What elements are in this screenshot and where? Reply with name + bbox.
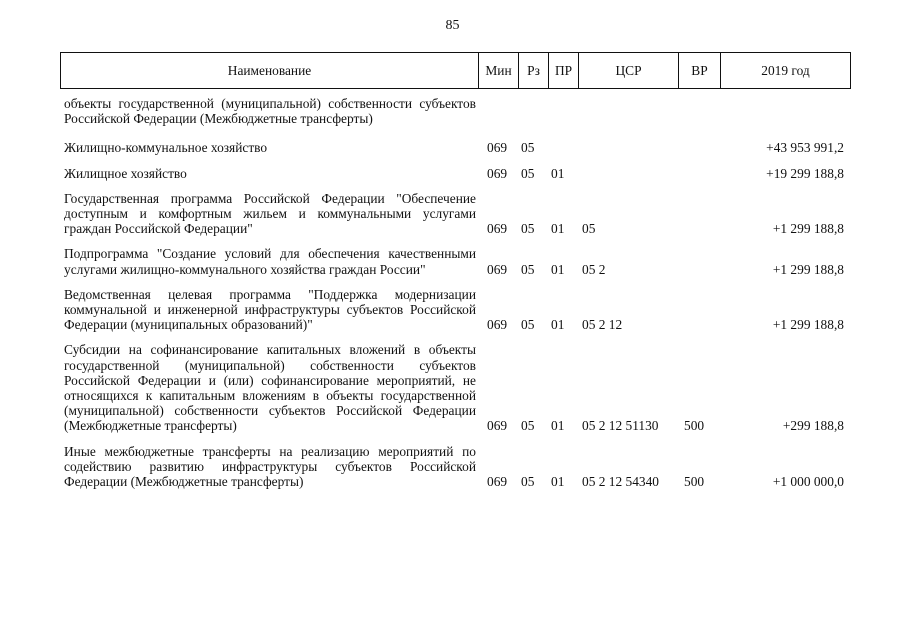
cell-rz: 05 <box>521 165 535 181</box>
cell-csr: 05 <box>582 221 596 237</box>
cell-vr: 500 <box>684 474 705 490</box>
cell-pr: 01 <box>551 317 565 333</box>
cell-vr: 500 <box>684 418 705 434</box>
cell-amount: +19 299 188,8 <box>766 165 844 181</box>
table-row <box>0 246 905 276</box>
cell-pr: 01 <box>551 261 565 277</box>
cell-rz: 05 <box>521 317 535 333</box>
row-name: объекты государственной (муниципальной) собственности субъектов Российской Федерации (Межбюджетные трансферты) <box>64 96 476 127</box>
cell-min: 069 <box>487 317 508 333</box>
row-name: Иные межбюджетные трансферты на реализацию мероприятий по содействию развитию инфраструктуры субъектов Российской Федерации (Межбюджетные трансферты) <box>64 443 476 490</box>
column-header-rz: Рз <box>519 53 549 89</box>
cell-min: 069 <box>487 165 508 181</box>
row-name: Ведомственная целевая программа "Поддержка модернизации коммунальной и инженерной инфраструктуры субъектов Российской Федерации (муниципальных образований)" <box>64 286 476 333</box>
row-name: Жилищное хозяйство <box>64 165 187 181</box>
cell-rz: 05 <box>521 418 535 434</box>
table-row <box>0 96 905 126</box>
row-name: Подпрограмма "Создание условий для обеспечения качественными услугами жилищно-коммунального хозяйства граждан России" <box>64 246 476 277</box>
cell-amount: +1 299 188,8 <box>772 261 844 277</box>
cell-pr: 01 <box>551 221 565 237</box>
cell-min: 069 <box>487 221 508 237</box>
cell-pr: 01 <box>551 418 565 434</box>
row-name: Жилищно-коммунальное хозяйство <box>64 140 268 156</box>
cell-pr: 01 <box>551 474 565 490</box>
column-header-year: 2019 год <box>721 53 851 89</box>
cell-min: 069 <box>487 418 508 434</box>
cell-amount: +43 953 991,2 <box>766 140 844 156</box>
row-name: Субсидии на софинансирование капитальных вложений в объекты государственной (муниципальной) собственности субъектов Российской Федерации и (или) софинансирование мероприятий, не относящихся к капитальным вложениям в объекты государственной (муниципальной) собственности субъектов Российской Федерации (Межбюджетные трансферты) <box>64 342 476 434</box>
cell-min: 069 <box>487 261 508 277</box>
cell-amount: +1 000 000,0 <box>772 474 844 490</box>
table-row <box>0 191 905 237</box>
cell-pr: 01 <box>551 165 565 181</box>
page-number: 85 <box>445 18 460 33</box>
cell-rz: 05 <box>521 140 535 156</box>
row-name: Государственная программа Российской Федерации "Обеспечение доступным и комфортным жильем и коммунальными услугами граждан Российской Федерации" <box>64 190 476 237</box>
cell-amount: +299 188,8 <box>782 418 844 434</box>
cell-rz: 05 <box>521 261 535 277</box>
cell-csr: 05 2 12 51130 <box>582 418 659 434</box>
cell-csr: 05 2 12 54340 <box>582 474 659 490</box>
cell-csr: 05 2 <box>582 261 606 277</box>
cell-min: 069 <box>487 474 508 490</box>
table-header <box>60 52 851 89</box>
table-body <box>0 96 905 489</box>
cell-amount: +1 299 188,8 <box>772 221 844 237</box>
column-header-vr: ВР <box>679 53 721 89</box>
table-row <box>0 166 905 181</box>
cell-rz: 05 <box>521 221 535 237</box>
cell-amount: +1 299 188,8 <box>772 317 844 333</box>
cell-rz: 05 <box>521 474 535 490</box>
table-row <box>0 444 905 490</box>
column-header-csr: ЦСР <box>579 53 679 89</box>
table-row <box>0 287 905 333</box>
table-row <box>0 140 905 155</box>
table-row <box>0 342 905 433</box>
column-header-min: Мин <box>479 53 519 89</box>
cell-csr: 05 2 12 <box>582 317 623 333</box>
cell-min: 069 <box>487 140 508 156</box>
column-header-pr: ПР <box>549 53 579 89</box>
column-header-name: Наименование <box>61 53 479 89</box>
